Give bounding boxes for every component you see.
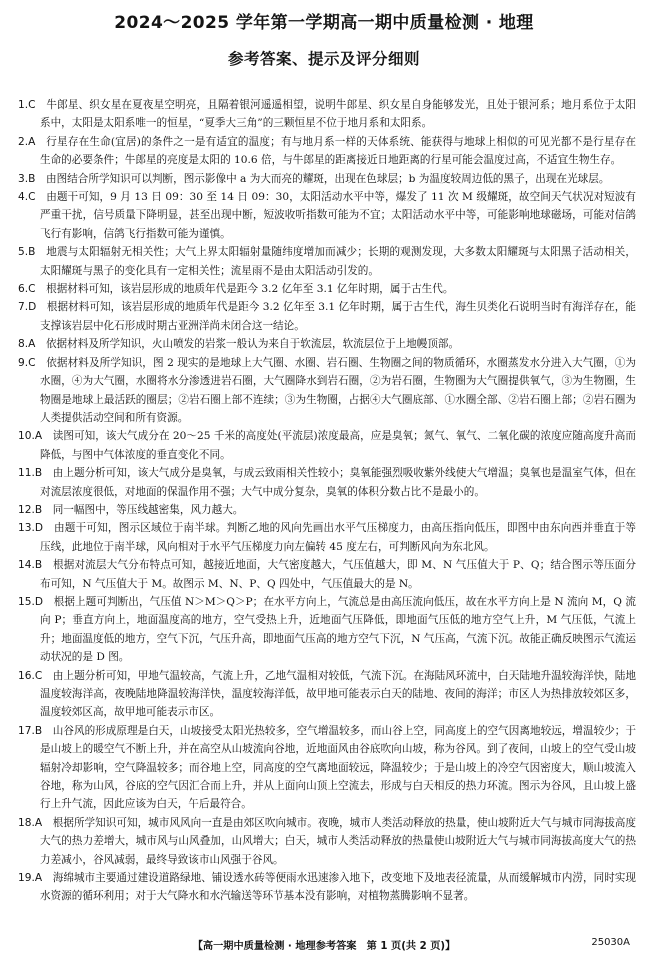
answer-explanation: 根据上题可判断出，气压值 N＞M＞Q＞P；在水平方向上，气流总是由高压流向低压，故在水平方向上是 N 流向 M，Q 流向 P；垂直方向上，地面温度高的地方，空气受热上升，近地面气压降低，即地面气压低的地方空气上升，M 气压低，气流上升；地面温度低的地方，空气下沉，气压升高，即地面气压高的地方空气下沉，N 气压高，气流下沉。故能正确反映图示气流运动状况的是 D 图。 [40, 595, 636, 664]
answer-item [18, 335, 636, 353]
answer-number: 12.B [18, 503, 43, 516]
document-subtitle: 参考答案、提示及评分细则 [227, 50, 420, 68]
answer-item [18, 427, 636, 464]
answer-explanation: 依据材料及所学知识，图 2 现实的是地球上大气圈、水圈、岩石圈、生物圈之间的物质循环，水圈蒸发水分进入大气圈，①为水圈，④为大气圈，水圈将水分渗透进岩石圈，大气圈降水到岩石圈，②为岩石圈，生物圈为大气圈提供氧气，③为生物圈，生物圈是地球上最活跃的圈层；②岩石圈上部不连续；③为生物圈，占据④大气圈底部、①水圈全部、②岩石圈上部；②岩石圈为人类提供活动空间和所有资源。 [40, 356, 636, 424]
answer-number: 13.D [18, 522, 44, 535]
answer-item [18, 464, 636, 501]
answer-number: 10.A [18, 430, 43, 443]
answer-explanation: 地震与太阳辐射无相关性；大气上界太阳辐射量随纬度增加而减少；长期的观测发现，大多数太阳耀斑与太阳黑子活动相关，太阳耀斑与黑子的变化具有一定相关性；流星雨不是由太阳活动引发的。 [40, 246, 636, 277]
answer-number: 15.D [18, 595, 44, 608]
answer-item [18, 556, 636, 593]
answer-explanation: 依据材料及所学知识，火山喷发的岩浆一般认为来自于软流层，软流层位于上地幔顶部。 [45, 338, 460, 351]
answer-explanation: 山谷风的形成原理是白天，山坡接受太阳光热较多，空气增温较多，而山谷上空，同高度上的空气因离地较远，增温较少；于是山坡上的暖空气不断上升，并在高空从山坡流向谷地，近地面风由谷底吹向山坡，称为谷风。到了夜间，山坡上的空气受山坡辐射冷却影响，空气降温较多；而谷地上空，同高度的空气离地面较远，降温较少；于是山坡上的冷空气因密度大，顺山坡流入谷地，称为山风，谷底的空气因汇合而上升，并从上面向山顶上空流去，形成与白天相反的热力环流。图示为谷风，且山坡上盛行上升气流，因此应该为白天，午后最符合。 [40, 724, 637, 811]
answer-number: 6.C [18, 283, 36, 296]
answer-item [18, 722, 636, 814]
answer-explanation: 由题干可知，9 月 13 日 09：30 至 14 日 09：30，太阳活动水平中等，爆发了 11 次 M 级耀斑，故空间天气状况对短波有严重干扰，信号质量下降明显，甚至出现中断，短波收听指数可能为不宜；太阳活动水平中等，可能影响地球磁场，可能对信鸽飞行有影响，信鸽飞行指数可能为谨慎。 [40, 191, 637, 240]
answer-explanation: 根据材料可知，该岩层形成的地质年代是距今 3.2 亿年至 3.1 亿年时期，属于古生代。 [46, 283, 454, 296]
answer-explanation: 牛郎星、织女星在夏夜星空明亮，且隔着银河遥遥相望，说明牛郎星、织女星自身能够发光，且处于银河系；地月系位于太阳系中，太阳是太阳系唯一的恒星，“夏季大三角”的三颗恒星不位于地月系和太阳系。 [40, 99, 637, 130]
answer-item [18, 298, 636, 335]
answer-explanation: 根据对流层大气分布特点可知，越接近地面，大气密度越大，气压值越大，即 M、N 气压值大于 P、Q；结合图示等压面分布可知，N 气压值大于 M。故图示 M、N、P、Q 四处中，气压值最大的是 N。 [40, 559, 637, 590]
answer-explanation: 由图结合所学知识可以判断，图示影像中 a 为大而亮的耀斑，出现在色球层；b 为温度较周边低的黑子，出现在光球层。 [45, 172, 610, 185]
answer-number: 5.B [18, 246, 36, 259]
answer-item [18, 501, 636, 519]
footer-page-info: 【高一期中质量检测 · 地理参考答案 第 1 页(共 2 页)】 [192, 941, 456, 952]
answer-number: 4.C [18, 191, 36, 204]
answer-explanation: 根据所学知识可知，城市风风向一直是由郊区吹向城市。夜晚，城市人类活动释放的热量，使山坡附近大气与城市同海拔高度大气的热力差增大，城市风与山风叠加，山风增大；白天，城市人类活动释放的热量使山坡附近大气与城市同海拔高度大气的热力差减小，谷风减弱，最终导致该市山风强于谷风。 [40, 816, 637, 866]
answer-explanation: 读图可知，该大气成分在 20～25 千米的高度处(平流层)浓度最高，应是臭氧；氮气、氧气、二氧化碳的浓度应随高度升高而降低，与图中气体浓度的垂直变化不同。 [40, 430, 636, 461]
answer-number: 1.C [18, 99, 36, 111]
answer-number: 14.B [18, 559, 43, 572]
answer-explanation: 由上题分析可知，该大气成分是臭氧，与成云致雨相关性较小；臭氧能强烈吸收紫外线使大气增温；臭氧也是温室气体，但在对流层浓度很低，对地面的保温作用不强；大气中成分复杂，臭氧的体积分数占比不是最小的。 [40, 467, 637, 498]
answer-number: 8.A [18, 338, 36, 351]
answer-explanation: 同一幅图中，等压线越密集，风力越大。 [52, 503, 244, 516]
answer-item [18, 96, 636, 133]
answer-explanation: 由题干可知，图示区域位于南半球。判断乙地的风向先画出水平气压梯度力，由高压指向低压，即图中由东向西并垂直于等压线，此地位于南半球，风向相对于水平气压梯度力向左偏转 45 度左右，可判断风向为东北风。 [40, 522, 637, 553]
answer-number: 18.A [18, 816, 43, 829]
document-title: 2024～2025 学年第一学期高一期中质量检测 · 地理 [114, 13, 534, 33]
answer-list [18, 96, 636, 906]
answer-number: 19.A [18, 872, 43, 885]
answer-item [18, 170, 636, 188]
answer-explanation: 由上题分析可知，甲地气温较高，气流上升，乙地气温相对较低，气流下沉。在海陆风环流中，白天陆地升温较海洋快，陆地温度较海洋高，夜晚陆地降温较海洋快，温度较海洋低，故甲地可能表示白天的陆地、夜间的海洋；市区人为热排放较郊区多，温度较郊区高，故甲地可能表示市区。 [40, 669, 637, 719]
answer-item [18, 519, 636, 556]
answer-item [18, 814, 636, 869]
answer-number: 11.B [18, 467, 43, 480]
answer-explanation: 海绵城市主要通过建设道路绿地、铺设透水砖等便雨水迅速渗入地下，改变地下及地表径流量，从而缓解城市内涝，同时实现水资源的循环利用；对于大气降水和水汽输送等环节基本没有影响，对植物蒸腾影响不显著。 [40, 872, 637, 903]
answer-number: 9.C [18, 356, 36, 369]
answer-number: 17.B [18, 724, 43, 737]
answer-number: 7.D [18, 301, 37, 314]
answer-item [18, 133, 636, 170]
answer-number: 16.C [18, 669, 43, 682]
answer-item [18, 869, 636, 906]
answer-item [18, 243, 636, 280]
answer-item [18, 593, 636, 667]
answer-item [18, 667, 636, 722]
footer-paper-code: 25030A [591, 937, 630, 948]
answer-item [18, 354, 636, 428]
answer-item [18, 280, 636, 298]
answer-number: 3.B [18, 172, 36, 185]
answer-number: 2.A [18, 135, 36, 148]
answer-explanation: 行星存在生命(宜居)的条件之一是有适宜的温度；有与地月系一样的天体系统、能获得与地球上相似的可见光都不是行星存在生命的必要条件；牛郎星的亮度是太阳的 10.6 倍，与牛郎星的距离接近日地距离的行星可能会温度过高，不适宜生物生存。 [40, 135, 636, 167]
answer-item [18, 188, 636, 243]
answer-explanation: 根据材料可知，该岩层形成的地质年代是距今 3.2 亿年至 3.1 亿年时期，属于古生代，海生贝类化石说明当时有海洋存在，能支撑该岩层中化石形成时期古亚洲洋尚未闭合这一结论。 [40, 301, 636, 332]
